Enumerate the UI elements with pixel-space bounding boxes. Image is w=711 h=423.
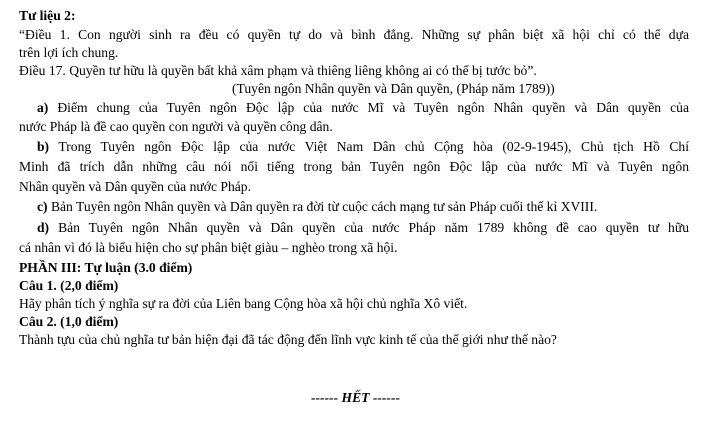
quote-line-1: “Điều 1. Con người sinh ra đều có quyền tự do và bình đẳng. Những sự phân biệt xã hội chỉ có thể dựa [19, 27, 689, 42]
statement-d-label: d) [37, 220, 50, 235]
quote-line-3: Điều 17. Quyền tư hữu là quyền bất khả xâm phạm và thiêng liêng không ai có thể bị tước bỏ”. [19, 63, 537, 78]
quote-line-2: trên lợi ích chung. [19, 45, 119, 60]
question-2-text: Thành tựu của chủ nghĩa tư bản hiện đại đã tác động đến lĩnh vực kinh tế của thế giới như thế nào? [19, 332, 557, 347]
statement-b-label: b) [37, 139, 50, 154]
statement-d-line-2: cá nhân vì đó là biểu hiện cho sự phân biệt giàu – nghèo trong xã hội. [19, 240, 398, 255]
statement-b-line-2: Minh đã trích dẫn những câu nói nổi tiếng trong bản Tuyên ngôn Độc lập của nước Mĩ và Tuyên ngôn [19, 159, 689, 174]
statement-a-label: a) [37, 100, 49, 115]
statement-b-text: Trong Tuyên ngôn Độc lập của nước Việt Nam Dân chủ Cộng hòa (02-9-1945), Chủ tịch Hồ Chí [49, 139, 689, 154]
end-mark: ------ HẾT ------ [310, 390, 401, 405]
part3-title: PHẦN III: Tự luận (3.0 điểm) [19, 260, 193, 275]
statement-c-text: Bản Tuyên ngôn Nhân quyền và Dân quyền ra đời từ cuộc cách mạng tư sản Pháp cuối thế kỉ XVIII. [47, 199, 598, 214]
statement-a-line-1 [37, 99, 689, 117]
question-2-title: Câu 2. (1,0 điểm) [19, 314, 119, 329]
statement-b-line-1 [37, 138, 689, 156]
statement-b-line-3: Nhân quyền và Dân quyền của nước Pháp. [19, 179, 251, 194]
material-heading: Tư liệu 2: [19, 8, 76, 23]
statement-c-label: c) [37, 199, 48, 214]
quote-source: (Tuyên ngôn Nhân quyền và Dân quyền, (Pháp năm 1789)) [232, 81, 555, 96]
question-1-title: Câu 1. (2,0 điểm) [19, 278, 119, 293]
statement-c-line-1 [37, 198, 689, 216]
statement-a-line-2: nước Pháp là đề cao quyền con người và quyền công dân. [19, 119, 333, 134]
question-1-text: Hãy phân tích ý nghĩa sự ra đời của Liên bang Cộng hòa xã hội chủ nghĩa Xô viết. [19, 296, 468, 311]
statement-d-line-1 [37, 219, 689, 237]
statement-a-text: Điểm chung của Tuyên ngôn Độc lập của nước Mĩ và Tuyên ngôn Nhân quyền và Dân quyền của [48, 100, 689, 115]
statement-d-text: Bản Tuyên ngôn Nhân quyền và Dân quyền của nước Pháp năm 1789 không đề cao quyền tư hữu [49, 220, 689, 235]
